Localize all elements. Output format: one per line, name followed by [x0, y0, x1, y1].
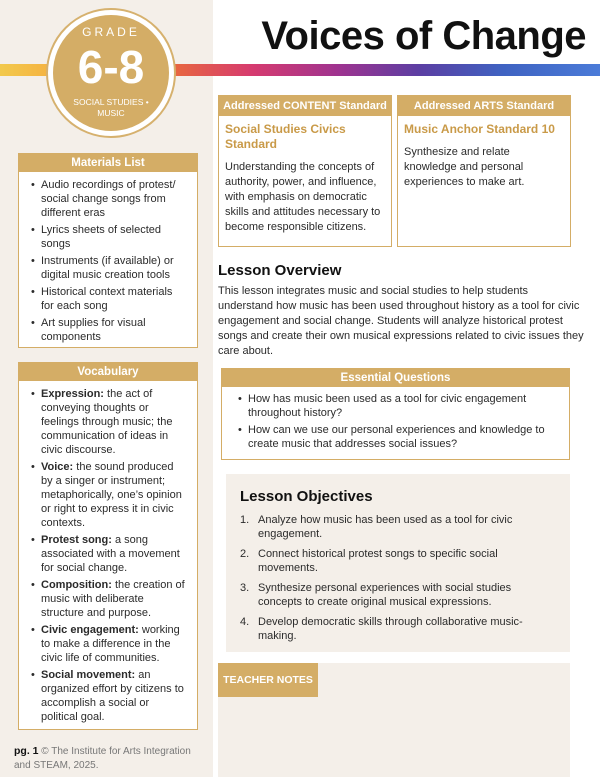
content-standard-name: Social Studies Civics Standard — [225, 122, 346, 151]
vocab-definition: a song associated with a movement for social change. — [41, 534, 180, 574]
objective-item — [240, 513, 556, 541]
vocab-definition: the act of conveying thoughts or feelings through music; the communication of ideas in civic discourse. — [41, 388, 173, 456]
vocab-item — [33, 387, 187, 457]
vocab-term: Protest song: — [41, 534, 112, 546]
grade-range: 6-8 — [77, 41, 145, 93]
lesson-overview-heading: Lesson Overview — [218, 262, 342, 279]
vocab-item — [33, 533, 187, 575]
materials-heading: Materials List — [19, 154, 197, 172]
vocab-term: Social movement: — [41, 669, 136, 681]
essential-questions-heading: Essential Questions — [222, 369, 569, 387]
material-item: • Art supplies for visual components — [33, 316, 187, 344]
objective-number: 4. — [240, 616, 250, 628]
grade-badge — [53, 15, 169, 131]
essential-questions-box — [221, 368, 570, 460]
essential-question: • How can we use our personal experiences and knowledge to create music that addresses social issues? — [240, 423, 559, 451]
material-item: • Instruments (if available) or digital music creation tools — [33, 254, 187, 282]
vocab-item — [33, 578, 187, 620]
badge-subjects: SOCIAL STUDIES • MUSIC — [73, 97, 149, 118]
grade-label: GRADE — [82, 25, 140, 39]
objective-number: 1. — [240, 514, 250, 526]
copyright-text: © The Institute for Arts Integration and STEAM, 2025. — [14, 746, 191, 771]
vocab-term: Expression: — [41, 388, 104, 400]
objective-text: Develop democratic skills through collaborative music-making. — [258, 616, 523, 642]
lesson-objectives-box — [226, 474, 570, 652]
vocab-item — [33, 460, 187, 530]
objective-text: Connect historical protest songs to specific social movements. — [258, 548, 498, 574]
material-item: • Historical context materials for each song — [33, 285, 187, 313]
vocab-definition: the creation of music with deliberate structure and purpose. — [41, 579, 185, 619]
objective-item — [240, 581, 556, 609]
objective-text: Synthesize personal experiences with social studies concepts to create original musical expressions. — [258, 582, 512, 608]
objective-text: Analyze how music has been used as a tool for civic engagement. — [258, 514, 513, 540]
vocab-definition: the sound produced by a singer or instrument; metaphorically, one’s opinion or right to express it in civic contexts. — [41, 461, 182, 529]
page-footer — [14, 744, 204, 773]
vocab-item — [33, 668, 187, 724]
vocab-item — [33, 623, 187, 665]
essential-question: • How has music been used as a tool for civic engagement throughout history? — [240, 392, 559, 420]
vocabulary-box — [18, 362, 198, 730]
content-standard-heading: Addressed CONTENT Standard — [219, 96, 391, 116]
arts-standard-name: Music Anchor Standard 10 — [404, 122, 555, 136]
objective-item — [240, 547, 556, 575]
arts-standard-box — [397, 95, 571, 247]
content-standard-description: Understanding the concepts of authority, power, and influence, with emphasis on democratic skills and attitudes necessary to become responsible citizens. — [225, 161, 381, 233]
material-item: • Lyrics sheets of selected songs — [33, 223, 187, 251]
lesson-objectives-heading: Lesson Objectives — [240, 488, 373, 505]
teacher-notes-label: TEACHER NOTES — [218, 663, 318, 697]
vocab-term: Civic engagement: — [41, 624, 139, 636]
lesson-overview-text: This lesson integrates music and social studies to help students understand how music has been used throughout history as a tool for civic engagement and social change. Students will analyze historical protest songs and create their own musical expressions related to civic issues they care about. — [218, 285, 584, 357]
vocab-term: Composition: — [41, 579, 112, 591]
objective-number: 3. — [240, 582, 250, 594]
vocabulary-heading: Vocabulary — [19, 363, 197, 381]
arts-standard-description: Synthesize and relate knowledge and personal experiences to make art. — [404, 146, 525, 188]
materials-list — [18, 153, 198, 348]
material-item: • Audio recordings of protest/ social change songs from different eras — [33, 178, 187, 220]
page-number: pg. 1 — [14, 745, 39, 757]
vocab-definition: an organized effort by citizens to accomplish a social or political goal. — [41, 669, 184, 723]
arts-standard-heading: Addressed ARTS Standard — [398, 96, 570, 116]
vocab-term: Voice: — [41, 461, 74, 473]
objective-item — [240, 615, 556, 643]
page-title: Voices of Change — [261, 14, 586, 58]
objective-number: 2. — [240, 548, 250, 560]
vocab-definition: working to make a difference in the civic life of communities. — [41, 624, 180, 664]
content-standard-box — [218, 95, 392, 247]
